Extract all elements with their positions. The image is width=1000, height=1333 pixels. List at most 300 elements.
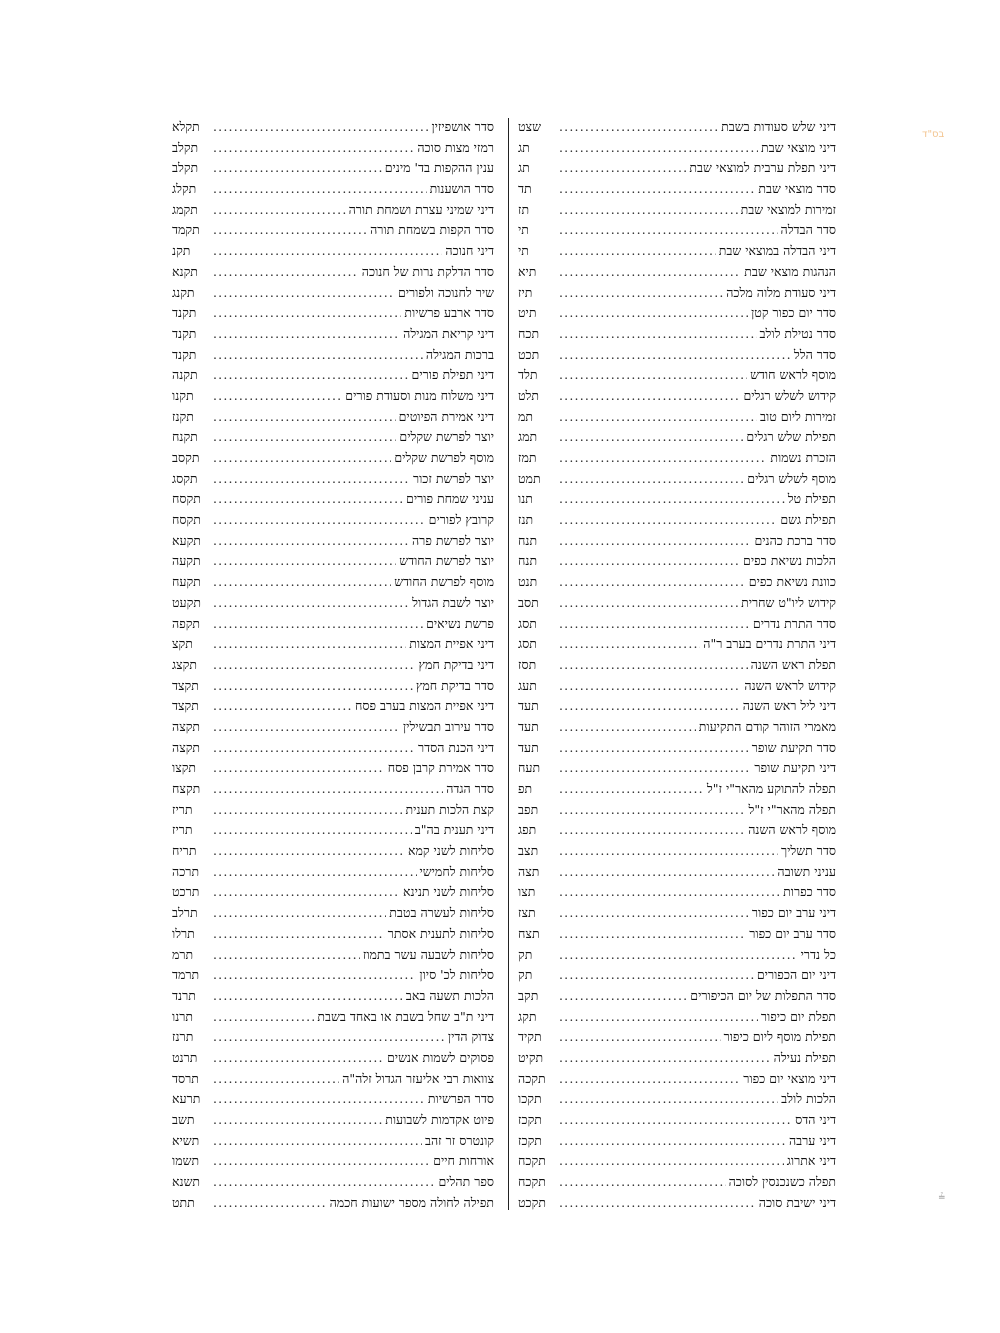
toc-entry-page-number: תקעח [172, 574, 201, 590]
toc-entry[interactable] [518, 1007, 836, 1028]
toc-entry[interactable] [518, 365, 836, 386]
toc-entry-title: הלכות נשיאת כפים [743, 553, 836, 569]
toc-entry-title: מוסף לראש השנה [748, 822, 836, 838]
toc-entry[interactable] [518, 903, 836, 924]
toc-entry[interactable] [518, 800, 836, 821]
toc-entry[interactable] [172, 283, 494, 304]
toc-entry[interactable] [518, 179, 836, 200]
toc-entry[interactable] [172, 1048, 494, 1069]
dot-leader [213, 903, 386, 924]
toc-entry[interactable] [518, 531, 836, 552]
toc-entry[interactable] [172, 779, 494, 800]
toc-entry-page-number: תי [518, 222, 529, 238]
dot-leader [559, 820, 745, 841]
toc-entry[interactable] [172, 965, 494, 986]
toc-entry-page-number: תמג [518, 429, 538, 445]
toc-entry-title: זמירות ליום טוב [760, 408, 836, 424]
toc-entry[interactable] [518, 841, 836, 862]
toc-entry-title: דיני חנוכה [445, 243, 494, 259]
dot-leader [559, 531, 751, 552]
toc-entry[interactable] [518, 1069, 836, 1090]
toc-entry-title: דיני ערבה [788, 1132, 836, 1148]
dot-leader [213, 324, 400, 345]
toc-entry-page-number: תתט [172, 1194, 195, 1210]
toc-entry[interactable] [518, 758, 836, 779]
toc-entry[interactable] [172, 676, 494, 697]
toc-entry-page-number: תלד [518, 367, 538, 383]
dot-leader [559, 1027, 721, 1048]
toc-entry[interactable] [518, 882, 836, 903]
toc-entry-title: סדר יום כפור קטן [751, 305, 836, 321]
toc-entry-title: זמירות למוצאי שבת [740, 201, 836, 217]
dot-leader [559, 800, 745, 821]
dot-leader [213, 614, 423, 635]
toc-entry[interactable] [172, 1151, 494, 1172]
toc-entry-title: עניני תשובה [777, 863, 836, 879]
toc-entry-page-number: תקג [518, 1008, 537, 1024]
toc-entry-page-number: תרנד [172, 987, 196, 1003]
toc-entry-page-number: תקכח [518, 1153, 546, 1169]
dot-leader [213, 1027, 445, 1048]
toc-entry[interactable] [172, 303, 494, 324]
dot-leader [213, 676, 413, 697]
toc-entry-title: דיני מוצאי יום כפור [743, 1070, 836, 1086]
dot-leader [213, 800, 403, 821]
toc-entry-title: דיני ליל ראש השנה [742, 698, 836, 714]
toc-entry[interactable] [172, 158, 494, 179]
toc-entry[interactable] [172, 489, 494, 510]
toc-entry-title: סדר עירוב תבשילין [402, 718, 494, 734]
toc-entry-page-number: תז [518, 201, 530, 217]
toc-entry[interactable] [518, 241, 836, 262]
toc-entry-page-number: תצב [518, 843, 539, 859]
dot-leader [559, 862, 774, 883]
toc-entry-page-number: תריז [172, 822, 193, 838]
toc-entry-title: דיני אתרוג [786, 1153, 836, 1169]
toc-entry[interactable] [172, 1131, 494, 1152]
toc-entry[interactable] [518, 634, 836, 655]
toc-entry[interactable] [172, 1089, 494, 1110]
dot-leader [213, 634, 406, 655]
dot-leader [559, 1110, 792, 1131]
toc-entry-page-number: תקנח [172, 429, 198, 445]
dot-leader [559, 469, 744, 490]
toc-entry-title: סדר נטילת לולב [759, 325, 836, 341]
toc-entry[interactable] [518, 427, 836, 448]
toc-entry[interactable] [518, 345, 836, 366]
toc-entry[interactable] [172, 386, 494, 407]
dot-leader [559, 448, 767, 469]
toc-entry[interactable] [518, 1193, 836, 1214]
toc-entry-title: דיני ערב יום כפור [751, 905, 836, 921]
toc-entry[interactable] [518, 945, 836, 966]
toc-entry-title: אורחות חיים [433, 1153, 494, 1169]
toc-entry[interactable] [172, 365, 494, 386]
dot-leader [213, 262, 359, 283]
toc-entry-title: סדר הבדלה [780, 222, 836, 238]
toc-entry[interactable] [172, 262, 494, 283]
toc-entry-page-number: תמז [518, 450, 537, 465]
toc-entry-title: דיני תקיעת שופר [754, 760, 836, 776]
dot-leader [559, 427, 743, 448]
toc-entry-page-number: תרלב [172, 905, 198, 921]
toc-entry[interactable] [518, 386, 836, 407]
toc-entry-title: יוצר לשבת הגדול [412, 594, 494, 610]
toc-entry[interactable] [172, 427, 494, 448]
dot-leader [559, 738, 749, 759]
toc-entry-title: סדר הקפות בשמחת תורה [370, 222, 494, 238]
toc-entry[interactable] [172, 655, 494, 676]
toc-entry[interactable] [518, 717, 836, 738]
toc-entry-title: תפילה לחולה מספר ישועות חכמה [329, 1194, 494, 1210]
toc-entry-page-number: תנו [518, 491, 533, 507]
toc-entry-title: דיני תפלת ערבית למוצאי שבת [689, 160, 836, 176]
toc-entry-title: מוסף לשלש רגלים [747, 470, 836, 486]
toc-entry[interactable] [172, 945, 494, 966]
toc-entry-page-number: תקסג [172, 470, 198, 486]
dot-leader [559, 1069, 740, 1090]
toc-entry-title: הנהגות מוצאי שבת [744, 263, 836, 279]
toc-entry-title: תפלה כשנכנסין לסוכה [728, 1174, 836, 1190]
toc-entry[interactable] [518, 324, 836, 345]
toc-entry-page-number: תנט [518, 574, 538, 590]
toc-entry-title: דיני שמיני עצרת ושמחת תורה [348, 201, 494, 217]
toc-entry-title: דיני יום הכפורים [756, 967, 836, 983]
toc-entry[interactable] [518, 117, 836, 138]
toc-entry-title: קידוש לשלש רגלים [743, 387, 836, 403]
toc-entry-page-number: תכח [518, 325, 540, 341]
dot-leader [559, 1151, 784, 1172]
toc-entry-page-number: תקעא [172, 532, 201, 548]
dot-leader [213, 758, 385, 779]
toc-entry-title: סדר מוצאי שבת [758, 181, 836, 197]
toc-entry-page-number: תמ [518, 408, 534, 424]
toc-entry-page-number: תמט [518, 470, 541, 486]
toc-entry[interactable] [518, 965, 836, 986]
toc-entry-page-number: תקיט [518, 1049, 544, 1065]
toc-entry-page-number: תכט [518, 346, 540, 362]
dot-leader [213, 862, 417, 883]
dot-leader [213, 1110, 382, 1131]
toc-entry-title: תפלה מהאר"י ז"ל [748, 801, 836, 817]
toc-entry[interactable] [518, 138, 836, 159]
toc-entry[interactable] [518, 262, 836, 283]
dot-leader [559, 138, 758, 159]
dot-leader [213, 572, 391, 593]
toc-entry-page-number: תק [518, 967, 533, 983]
toc-entry[interactable] [518, 738, 836, 759]
toc-entry[interactable] [518, 696, 836, 717]
toc-entry[interactable] [172, 696, 494, 717]
toc-entry[interactable] [172, 531, 494, 552]
toc-entry-page-number: תקנא [172, 263, 198, 279]
toc-entry[interactable] [172, 138, 494, 159]
toc-entry[interactable] [172, 117, 494, 138]
toc-entry-title: סליחות לשני קמא [407, 843, 494, 859]
dot-leader [213, 965, 416, 986]
toc-entry-page-number: תקנד [172, 346, 197, 362]
dot-leader [559, 386, 740, 407]
toc-entry[interactable] [172, 324, 494, 345]
toc-entry[interactable] [518, 820, 836, 841]
toc-entry[interactable] [518, 862, 836, 883]
toc-entry[interactable] [518, 1089, 836, 1110]
dot-leader [213, 345, 423, 366]
dot-leader [213, 283, 395, 304]
toc-entry-title: סדר הגדה [446, 781, 494, 796]
dot-leader [213, 1069, 339, 1090]
dot-leader [559, 200, 738, 221]
toc-entry-title: סדר אושפיזין [431, 119, 494, 134]
toc-entry-title: דיני ישיבת סוכה [758, 1194, 836, 1210]
toc-entry-page-number: תקצ [172, 636, 193, 652]
toc-entry[interactable] [172, 924, 494, 945]
toc-entry-title: דיני אמירת הפיוטים [398, 408, 494, 424]
dot-leader [213, 179, 427, 200]
toc-entry-page-number: תעד [518, 718, 539, 734]
toc-entry-page-number: תעד [518, 698, 539, 714]
toc-entry-page-number: תקכח [518, 1174, 546, 1190]
dot-leader [213, 841, 405, 862]
toc-entry-page-number: תקצה [172, 739, 201, 755]
toc-entry-title: תפלת ראש השנה [750, 656, 836, 672]
toc-entry-title: דיני בדיקת חמץ [418, 656, 494, 672]
toc-entry[interactable] [518, 1172, 836, 1193]
toc-entry[interactable] [172, 1007, 494, 1028]
toc-entry[interactable] [518, 303, 836, 324]
toc-entry[interactable] [518, 1048, 836, 1069]
toc-entry[interactable] [172, 345, 494, 366]
toc-entry-page-number: תקעט [172, 594, 201, 610]
dot-leader [559, 945, 798, 966]
toc-entry[interactable] [518, 510, 836, 531]
dot-leader [559, 614, 750, 635]
dot-leader [559, 1089, 778, 1110]
toc-entry-title: יוצר לפרשת שקלים [399, 429, 494, 445]
toc-entry[interactable] [172, 510, 494, 531]
toc-entry-page-number: תקכז [518, 1112, 542, 1127]
toc-entry[interactable] [518, 469, 836, 490]
toc-entry[interactable] [172, 903, 494, 924]
toc-entry[interactable] [518, 572, 836, 593]
toc-entry-page-number: תקלא [172, 119, 200, 134]
toc-entry[interactable] [172, 448, 494, 469]
toc-entry[interactable] [518, 551, 836, 572]
toc-entry-page-number: תקנה [172, 367, 198, 383]
toc-entry-page-number: תצו [518, 884, 536, 900]
dot-leader [559, 551, 740, 572]
toc-entry-title: שיר לחנוכה ולפורים [397, 284, 494, 300]
toc-entry-page-number: תשמו [172, 1153, 200, 1169]
toc-entry[interactable] [518, 779, 836, 800]
toc-entry-title: סדר בדיקת חמץ [415, 677, 494, 693]
toc-entry-title: סליחות לשני תנינא [403, 884, 494, 900]
toc-entry-page-number: תקפה [172, 615, 201, 631]
dot-leader [213, 138, 414, 159]
dot-leader [213, 820, 412, 841]
dot-leader [213, 593, 409, 614]
toc-entry[interactable] [518, 1027, 836, 1048]
toc-entry-title: דיני סעודת מלוה מלכה [726, 284, 836, 300]
dot-leader [559, 572, 746, 593]
toc-entry-title: סדר תשליך [781, 843, 836, 859]
toc-entry[interactable] [518, 614, 836, 635]
toc-entry[interactable] [518, 1151, 836, 1172]
toc-entry-title: סליחות לעשרה בטבת [389, 905, 494, 921]
toc-entry-title: קצת הלכות תענית [405, 801, 494, 817]
toc-entry-page-number: תקנד [172, 325, 197, 341]
toc-entry-title: צדוק הדין [447, 1029, 494, 1045]
toc-entry-page-number: תקצח [172, 781, 201, 796]
dot-leader [559, 1007, 758, 1028]
toc-entry[interactable] [172, 241, 494, 262]
toc-entry-title: סליחות לחמישי [419, 863, 494, 879]
dot-leader [559, 986, 687, 1007]
toc-entry[interactable] [172, 882, 494, 903]
toc-entry-page-number: תעג [518, 677, 537, 693]
dot-leader [213, 1172, 435, 1193]
toc-entry[interactable] [518, 200, 836, 221]
toc-entry-title: יוצר לפרשת זכור [412, 470, 494, 486]
dot-leader [559, 965, 754, 986]
toc-entry[interactable] [172, 1069, 494, 1090]
dot-leader [213, 489, 403, 510]
toc-entry[interactable] [172, 469, 494, 490]
toc-entry[interactable] [172, 1027, 494, 1048]
toc-entry[interactable] [172, 738, 494, 759]
toc-entry-page-number: תנח [518, 532, 538, 548]
toc-entry-page-number: תקלב [172, 139, 199, 155]
toc-entry[interactable] [172, 551, 494, 572]
toc-entry[interactable] [172, 986, 494, 1007]
toc-entry-page-number: תיז [518, 284, 533, 300]
dot-leader [559, 717, 696, 738]
toc-entry-page-number: תקמג [172, 201, 198, 217]
toc-entry-title: מוסף לפרשת החודש [394, 574, 494, 590]
toc-entry[interactable] [172, 220, 494, 241]
toc-right-column [518, 117, 836, 1213]
toc-entry[interactable] [518, 986, 836, 1007]
dot-leader [559, 158, 686, 179]
dot-leader [213, 655, 415, 676]
toc-entry[interactable] [172, 820, 494, 841]
dot-leader [213, 200, 346, 221]
toc-entry-title: צוואות רבי אליעזר הגדול זלה"ה [342, 1070, 494, 1086]
toc-entry[interactable] [172, 841, 494, 862]
toc-entry[interactable] [172, 614, 494, 635]
toc-entry[interactable] [172, 634, 494, 655]
toc-entry[interactable] [518, 676, 836, 697]
toc-entry[interactable] [518, 593, 836, 614]
dot-leader [559, 1193, 756, 1214]
toc-entry[interactable] [518, 158, 836, 179]
dot-leader [213, 427, 396, 448]
toc-entry-title: דיני תענית בה"ב [414, 822, 494, 838]
dot-leader [213, 448, 391, 469]
toc-entry[interactable] [172, 200, 494, 221]
toc-entry[interactable] [518, 1131, 836, 1152]
toc-entry-title: סדר התרת נדרים [752, 615, 836, 631]
toc-entry-title: דיני תפילת פורים [411, 367, 494, 383]
toc-entry[interactable] [172, 800, 494, 821]
toc-entry-title: מוסף לראש חודש [750, 367, 836, 383]
toc-entry-title: דיני הכנת הסדר [417, 739, 494, 755]
toc-entry[interactable] [518, 1110, 836, 1131]
toc-entry-title: כל נדרי [800, 946, 836, 962]
toc-entry[interactable] [172, 1110, 494, 1131]
toc-entry-page-number: תקב [518, 987, 539, 1003]
toc-entry[interactable] [518, 489, 836, 510]
dot-leader [213, 945, 360, 966]
dot-leader [213, 738, 415, 759]
toc-entry-title: פיוט אקדמות לשבועות [385, 1112, 494, 1127]
toc-entry-title: דיני התרת נדרים בערב ר"ה [703, 636, 836, 652]
dot-leader [213, 1048, 384, 1069]
toc-entry-title: סדר הדלקת נרות של חנוכה [361, 263, 494, 279]
dot-leader [559, 903, 749, 924]
toc-entry[interactable] [172, 758, 494, 779]
dot-leader [559, 655, 748, 676]
toc-entry[interactable] [172, 862, 494, 883]
toc-entry-title: פרשת נשיאים [426, 615, 494, 631]
toc-entry[interactable] [172, 1193, 494, 1214]
toc-entry[interactable] [518, 448, 836, 469]
dot-leader [559, 593, 738, 614]
toc-entry-page-number: תיא [518, 263, 537, 279]
dot-leader [213, 1089, 425, 1110]
dot-leader [559, 283, 723, 304]
toc-entry[interactable] [172, 572, 494, 593]
toc-entry[interactable] [172, 717, 494, 738]
toc-entry-title: תפלה להתוקע מהאר"י ז"ל [706, 781, 836, 796]
toc-entry[interactable] [518, 655, 836, 676]
toc-entry-page-number: תרנז [172, 1029, 194, 1045]
toc-entry-title: סדר הושענות [429, 181, 494, 197]
dot-leader [559, 696, 740, 717]
toc-entry-title: מאמרי הזוהר קודם התקיעות [698, 718, 836, 734]
toc-entry-title: הזכרת נשמות [770, 450, 836, 465]
dot-leader [213, 696, 352, 717]
toc-entry-title: כוונת נשיאת כפים [748, 574, 836, 590]
dot-leader [559, 220, 778, 241]
toc-entry[interactable] [518, 220, 836, 241]
toc-entry[interactable] [172, 593, 494, 614]
toc-entry-page-number: תנח [518, 553, 538, 569]
toc-entry-title: סדר תקיעת שופר [751, 739, 836, 755]
dot-leader [559, 489, 785, 510]
corner-icon: ≟ [938, 1193, 946, 1203]
toc-entry-title: דיני מוצאי שבת [760, 139, 836, 155]
toc-entry-page-number: תקנו [172, 387, 194, 403]
dot-leader [559, 324, 757, 345]
toc-entry-page-number: תנז [518, 512, 534, 528]
dot-leader [213, 241, 442, 262]
dot-leader [559, 262, 741, 283]
toc-entry[interactable] [518, 924, 836, 945]
toc-entry[interactable] [172, 1172, 494, 1193]
toc-entry[interactable] [518, 283, 836, 304]
toc-left-column [172, 117, 494, 1213]
toc-entry[interactable] [172, 179, 494, 200]
dot-leader [213, 469, 410, 490]
toc-entry-page-number: תפב [518, 801, 539, 817]
toc-entry-page-number: תריז [172, 801, 193, 817]
dot-leader [213, 1193, 327, 1214]
toc-entry[interactable] [518, 407, 836, 428]
dot-leader [559, 758, 751, 779]
toc-entry[interactable] [172, 407, 494, 428]
page-header-mark: בס"ד [922, 129, 945, 140]
